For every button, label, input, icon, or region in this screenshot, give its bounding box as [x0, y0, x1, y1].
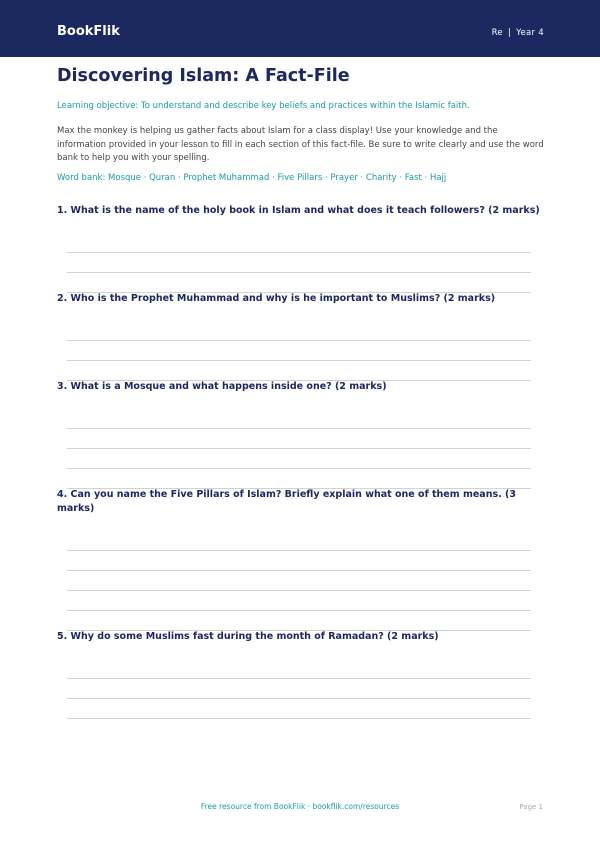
subject-label: Re — [491, 28, 503, 38]
header-bar — [0, 0, 600, 57]
page-number: Page 1 — [519, 803, 543, 811]
answer-line-q2-1[interactable] — [67, 340, 531, 341]
question-2: 2. Who is the Prophet Muhammad and why is he important to Muslims? (2 marks) — [57, 293, 496, 304]
learning-objective: Learning objective: To understand and describe key beliefs and practices within the Islamic faith. — [57, 101, 470, 111]
footer-text: Free resource from BookFlik · bookflik.com/resources — [200, 802, 400, 811]
brand-logo-text: BookFlik — [57, 24, 120, 39]
question-5: 5. Why do some Muslims fast during the month of Ramadan? (2 marks) — [57, 631, 439, 642]
answer-line-q5-3[interactable] — [67, 718, 531, 719]
separator: | — [507, 28, 512, 38]
answer-line-q4-2[interactable] — [67, 570, 531, 571]
question-3: 3. What is a Mosque and what happens inside one? (2 marks) — [57, 381, 387, 392]
intro-text: Max the monkey is helping us gather facts about Islam for a class display! Use your knowledge and the information provided in your lesson to fill in each section of this fact-file. Be sure to write clearly and use the word bank to help you with your spelling. — [57, 126, 544, 163]
answer-line-q1-1[interactable] — [67, 252, 531, 253]
answer-line-q4-1[interactable] — [67, 550, 531, 551]
answer-line-q2-2[interactable] — [67, 360, 531, 361]
answer-line-q4-4[interactable] — [67, 610, 531, 611]
answer-line-q5-2[interactable] — [67, 698, 531, 699]
question-1: 1. What is the name of the holy book in Islam and what does it teach followers? (2 marks) — [57, 205, 540, 216]
answer-line-q4-3[interactable] — [67, 590, 531, 591]
answer-line-q3-2[interactable] — [67, 448, 531, 449]
answer-line-q3-1[interactable] — [67, 428, 531, 429]
subject-year-label — [492, 28, 544, 38]
page-title: Discovering Islam: A Fact-File — [57, 66, 350, 86]
answer-line-q5-1[interactable] — [67, 678, 531, 679]
year-label: Year 4 — [516, 28, 544, 38]
answer-line-q3-3[interactable] — [67, 468, 531, 469]
question-4: 4. Can you name the Five Pillars of Islam? Briefly explain what one of them means. (3 marks) — [57, 489, 516, 514]
word-bank: Word bank: Mosque · Quran · Prophet Muhammad · Five Pillars · Prayer · Charity · Fast · Hajj — [57, 173, 447, 183]
answer-line-q1-2[interactable] — [67, 272, 531, 273]
